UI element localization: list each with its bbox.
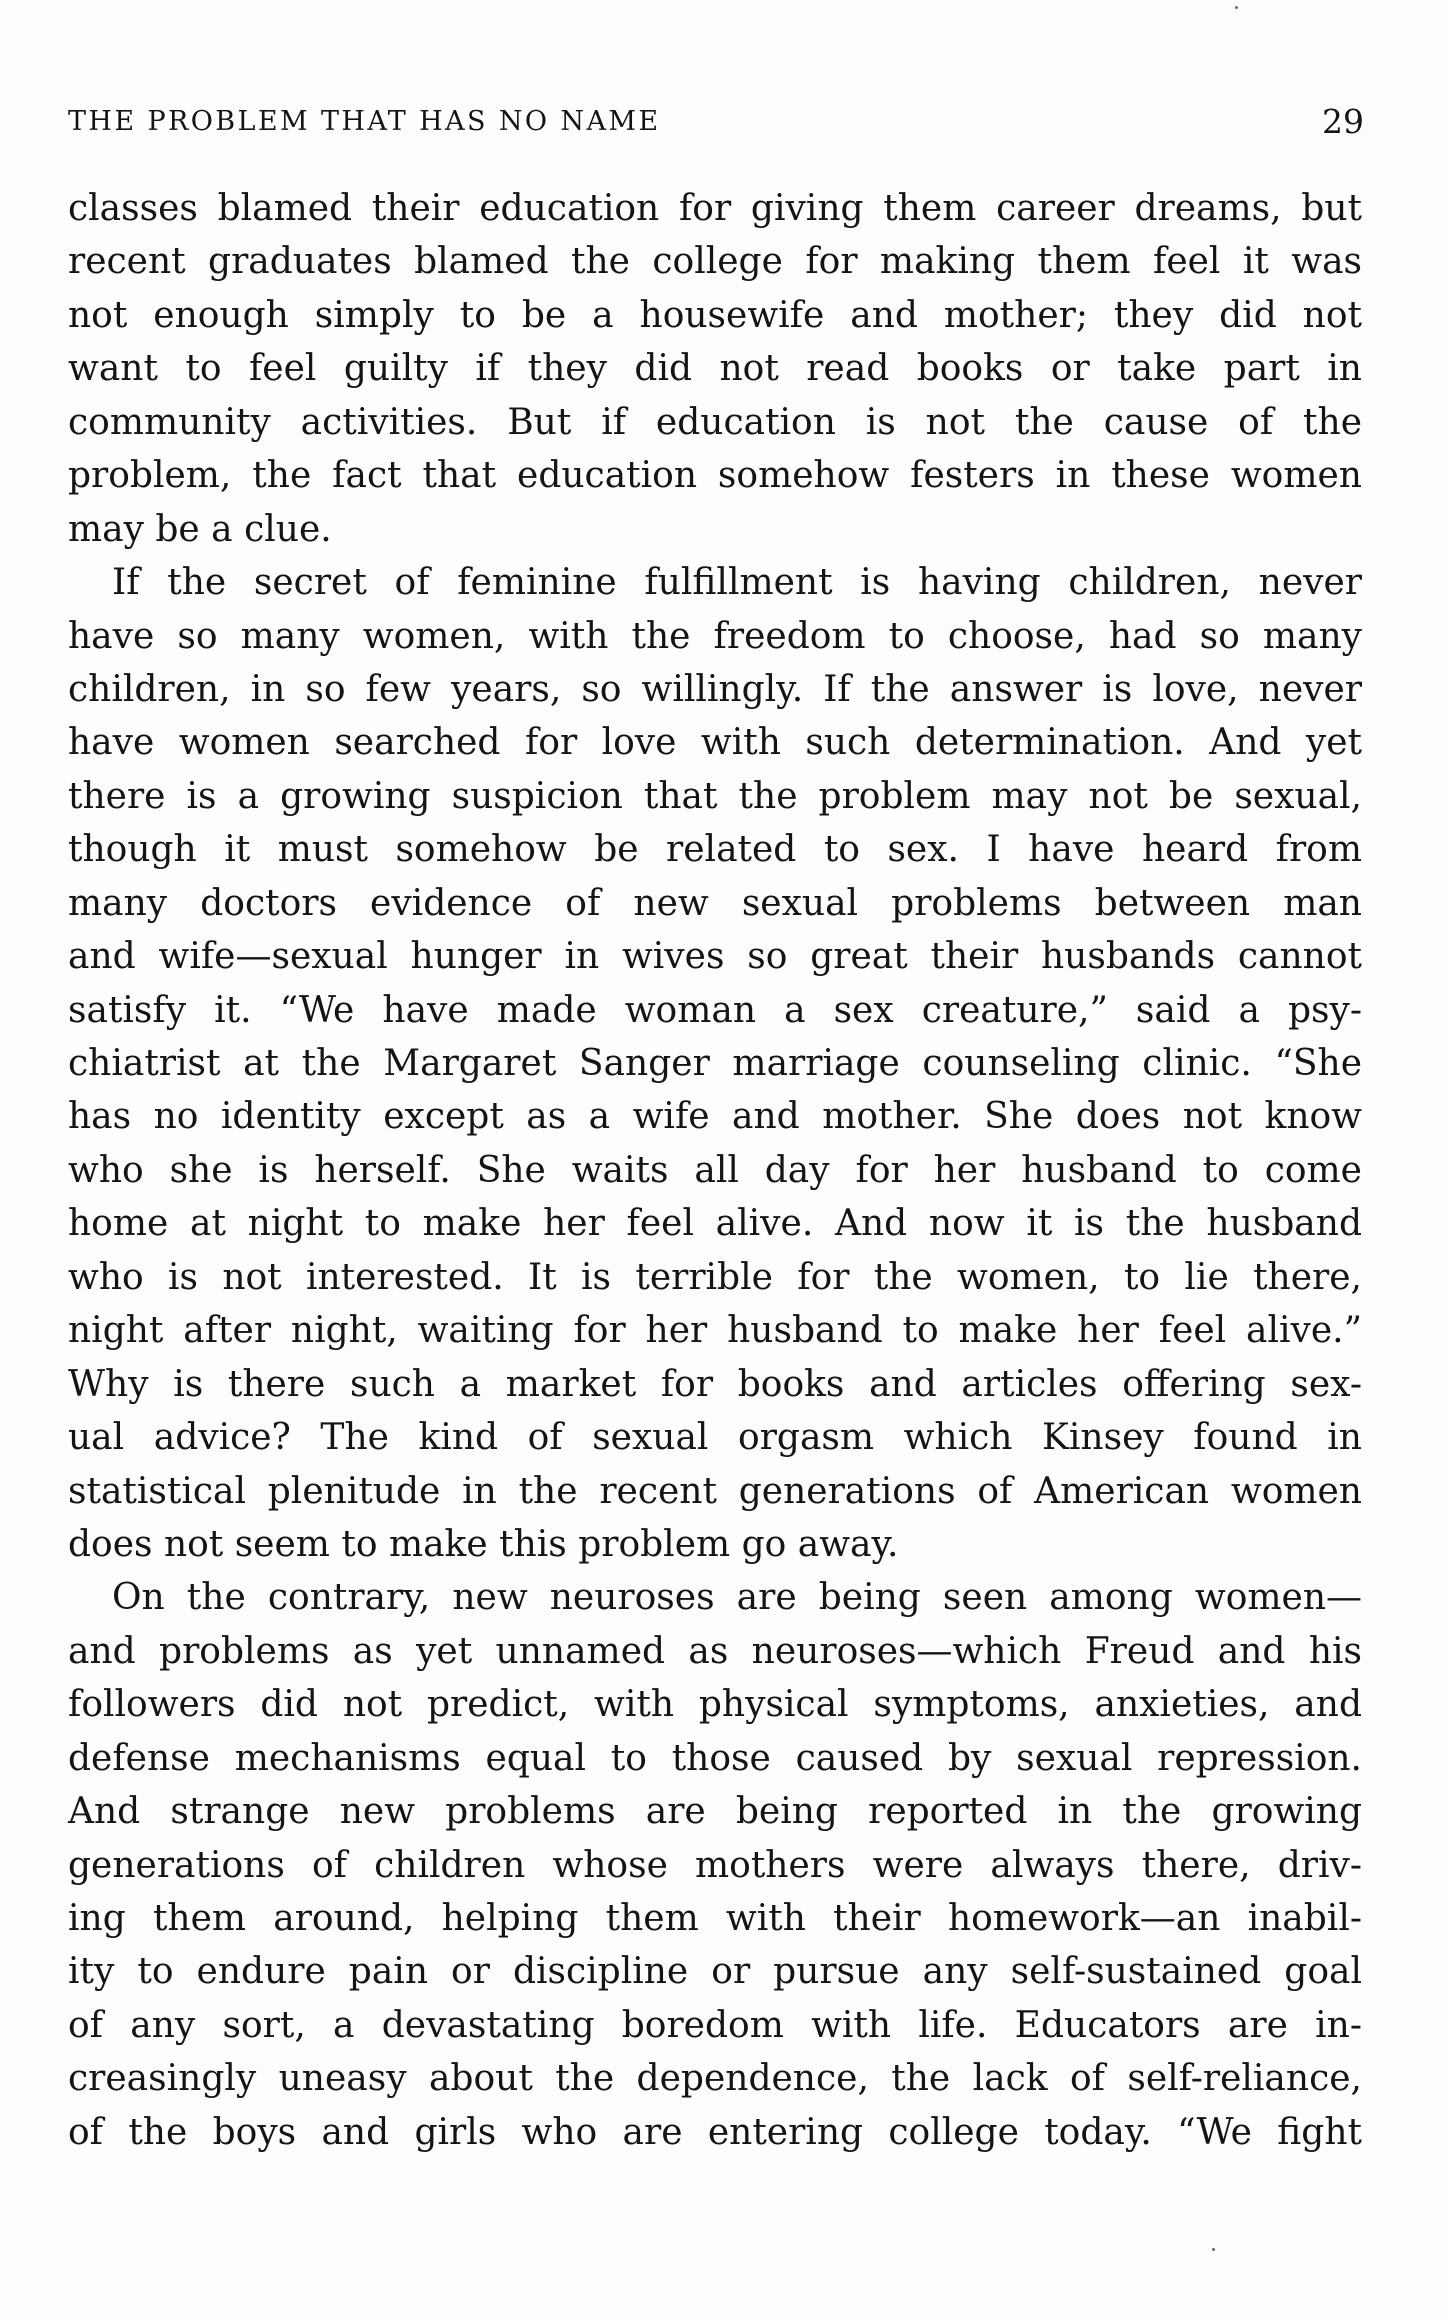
running-head — [68, 100, 1364, 144]
text-line: many doctors evidence of new sexual problems between man — [68, 882, 1362, 924]
text-line: home at night to make her feel alive. And now it is the husband — [68, 1203, 1362, 1245]
body-text — [68, 182, 1362, 2159]
text-line: of the boys and girls who are entering college today. “We fight — [68, 2111, 1362, 2153]
text-line: satisfy it. “We have made woman a sex creature,” said a psy- — [68, 989, 1362, 1031]
text-line: community activities. But if education is not the cause of the — [68, 401, 1362, 443]
text-line: children, in so few years, so willingly. If the answer is love, never — [68, 668, 1362, 710]
text-line: chiatrist at the Margaret Sanger marriage counseling clinic. “She — [68, 1043, 1362, 1084]
running-title: THE PROBLEM THAT HAS NO NAME — [68, 106, 661, 137]
scan-speck — [1212, 2248, 1215, 2251]
text-line: have so many women, with the freedom to choose, had so many — [68, 615, 1362, 657]
text-line: and wife—sexual hunger in wives so great their husbands cannot — [68, 936, 1362, 978]
text-line: night after night, waiting for her husband to make her feel alive.” — [68, 1310, 1362, 1352]
paragraph-first-line: If the secret of feminine fulfillment is having children, never — [112, 562, 1362, 604]
text-line: who is not interested. It is terrible for the women, to lie there, — [68, 1256, 1362, 1298]
text-line: creasingly uneasy about the dependence, the lack of self-reliance, — [68, 2058, 1362, 2100]
text-line: ual advice? The kind of sexual orgasm which Kinsey found in — [68, 1417, 1362, 1459]
text-line: problem, the fact that education somehow festers in these women — [68, 455, 1362, 497]
text-line: statistical plenitude in the recent generations of American women — [68, 1470, 1362, 1512]
text-line: defense mechanisms equal to those caused by sexual repression. — [68, 1737, 1362, 1779]
text-line: not enough simply to be a housewife and mother; they did not — [68, 294, 1362, 336]
text-line: And strange new problems are being reported in the growing — [68, 1791, 1362, 1833]
text-line: may be a clue. — [68, 508, 332, 550]
text-line: ing them around, helping them with their homework—an inabil- — [68, 1898, 1362, 1939]
text-line: has no identity except as a wife and mother. She does not know — [68, 1096, 1362, 1138]
text-line: followers did not predict, with physical symptoms, anxieties, and — [68, 1684, 1362, 1726]
text-line: there is a growing suspicion that the problem may not be sexual, — [68, 775, 1362, 817]
paragraph-first-line: On the contrary, new neuroses are being seen among women— — [112, 1577, 1362, 1619]
text-line: have women searched for love with such determination. And yet — [68, 722, 1362, 764]
text-line: though it must somehow be related to sex. I have heard from — [68, 829, 1362, 871]
text-line: who she is herself. She waits all day for her husband to come — [68, 1149, 1362, 1191]
text-line: of any sort, a devastating boredom with life. Educators are in- — [68, 2004, 1362, 2046]
text-line: and problems as yet unnamed as neuroses—which Freud and his — [68, 1630, 1362, 1672]
scan-speck — [1235, 6, 1238, 9]
text-line: classes blamed their education for giving them career dreams, but — [68, 188, 1362, 229]
page-number: 29 — [1322, 102, 1364, 141]
text-line: want to feel guilty if they did not read books or take part in — [68, 348, 1362, 390]
text-line: generations of children whose mothers were always there, driv- — [68, 1844, 1362, 1886]
text-line: ity to endure pain or discipline or pursue any self-sustained goal — [68, 1951, 1362, 1993]
text-line: does not seem to make this problem go away. — [68, 1523, 899, 1565]
text-line: Why is there such a market for books and articles offering sex- — [68, 1363, 1362, 1405]
text-line: recent graduates blamed the college for making them feel it was — [68, 241, 1362, 283]
